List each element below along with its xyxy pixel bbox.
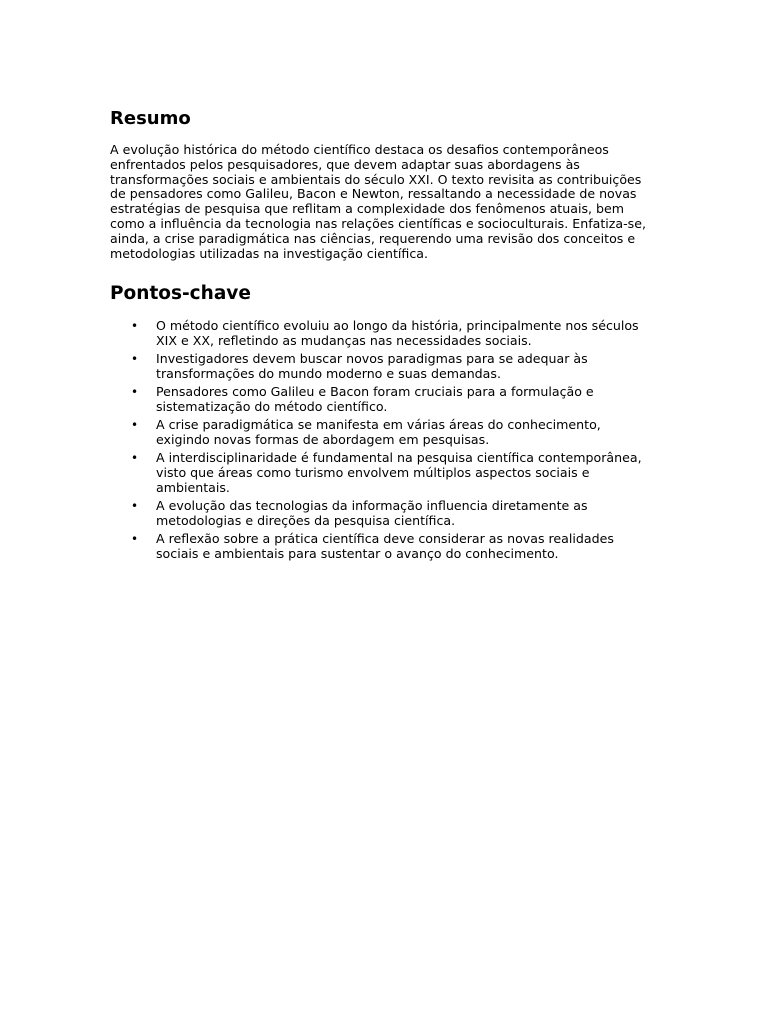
list-item-text: Investigadores devem buscar novos paradigmas para se adequar às transformações do mundo moderno e suas demandas. [156,351,588,382]
bullet-icon: • [131,385,139,400]
list-item [131,417,658,448]
bullet-icon: • [131,499,139,514]
bullet-icon: • [131,319,139,334]
list-item-text: A interdisciplinaridade é fundamental na pesquisa científica contemporânea, visto que áreas como turismo envolvem múltiplos aspectos sociais e ambientais. [156,450,642,495]
list-item-text: Pensadores como Galileu e Bacon foram cruciais para a formulação e sistematização do método científico. [156,384,594,415]
bullet-icon: • [131,451,139,466]
list-item [131,318,658,349]
summary-heading: Resumo [110,108,191,129]
list-item-text: O método científico evoluiu ao longo da história, principalmente nos séculos XIX e XX, refletindo as mudanças nas necessidades sociais. [156,318,639,349]
list-item [131,351,658,382]
list-item-text: A evolução das tecnologias da informação influencia diretamente as metodologias e direções da pesquisa científica. [156,498,588,528]
list-item-text: A reflexão sobre a prática científica deve considerar as novas realidades sociais e ambientais para sustentar o avanço do conhecimento. [156,531,614,561]
list-item [131,531,658,562]
bullet-icon: • [131,352,139,367]
bullet-icon: • [131,418,139,433]
summary-paragraph: A evolução histórica do método científico destaca os desafios contemporâneos enfrentados pelos pesquisadores, que devem adaptar suas abordagens às transformações sociais e ambientais do século XXI. O texto revisita as contribuições de pensadores como Galileu, Bacon e Newton, ressaltando a necessidade de novas estratégias de pesquisa que reflitam a complexidade dos fenômenos atuais, bem como a influência da tecnologia nas relações científicas e socioculturais. Enfatiza-se, ainda, a crise paradigmática nas ciências, requerendo uma revisão dos conceitos e metodologias utilizadas na investigação científica. [110,142,646,261]
list-item-text: A crise paradigmática se manifesta em várias áreas do conhecimento, exigindo novas formas de abordagem em pesquisas. [156,417,601,448]
key-points-list [110,319,658,561]
list-item [131,498,658,529]
list-item [131,384,658,415]
key-points-heading: Pontos-chave [110,283,251,305]
bullet-icon: • [131,532,139,547]
list-item [131,450,658,495]
